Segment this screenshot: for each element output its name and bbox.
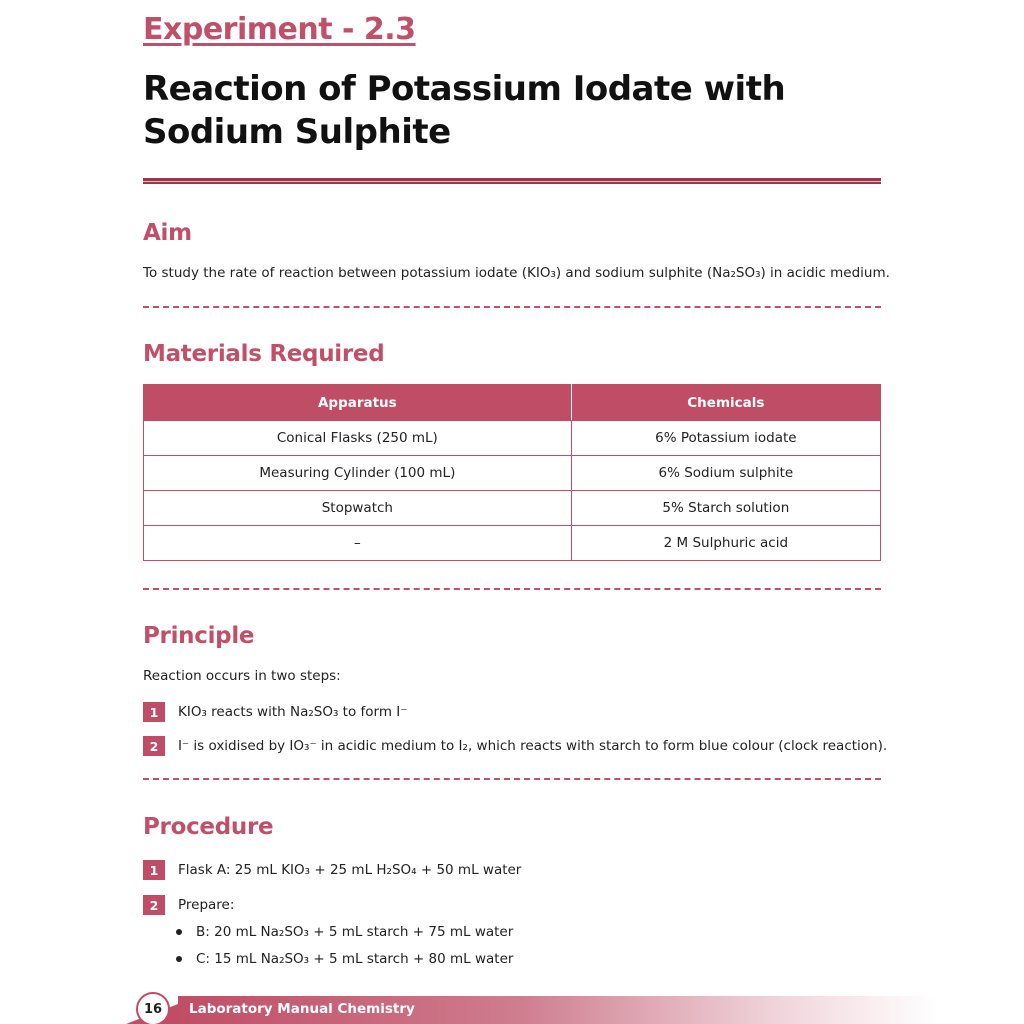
step-number-badge: 2 <box>143 895 165 915</box>
title-divider <box>143 178 881 184</box>
bullet-icon <box>176 956 182 962</box>
page-title-line-1: Reaction of Potassium Iodate with <box>143 69 786 109</box>
aim-text: To study the rate of reaction between potassium iodate (KIO₃) and sodium sulphite (Na₂SO₃) in acidic medium. <box>143 265 890 281</box>
principle-heading: Principle <box>143 623 255 649</box>
step-number-badge: 1 <box>143 702 165 722</box>
table-cell: Stopwatch <box>144 491 572 526</box>
procedure-step <box>143 860 521 880</box>
table-header-row <box>144 385 881 421</box>
procedure-heading: Procedure <box>143 814 274 840</box>
step-text: Flask A: 25 mL KIO₃ + 25 mL H₂SO₄ + 50 mL water <box>178 862 522 878</box>
table-cell: Measuring Cylinder (100 mL) <box>144 456 572 491</box>
step-text: Prepare: <box>178 897 235 913</box>
bullet-icon <box>176 929 182 935</box>
principle-step <box>143 702 407 722</box>
step-number-badge: 1 <box>143 860 165 880</box>
table-cell: 2 M Sulphuric acid <box>571 526 880 561</box>
table-row <box>144 526 881 561</box>
experiment-label: Experiment - 2.3 <box>143 12 416 47</box>
table-row <box>144 456 881 491</box>
column-header-chemicals: Chemicals <box>571 385 880 421</box>
section-divider-aim <box>143 306 881 308</box>
table-row <box>144 421 881 456</box>
aim-heading: Aim <box>143 220 192 246</box>
table-cell: 6% Potassium iodate <box>571 421 880 456</box>
list-item <box>176 924 513 940</box>
table-cell: – <box>144 526 572 561</box>
step-number-badge: 2 <box>143 736 165 756</box>
procedure-step <box>143 895 234 915</box>
footer-book-title: Laboratory Manual Chemistry <box>189 1001 415 1017</box>
principle-intro: Reaction occurs in two steps: <box>143 668 341 684</box>
table-cell: 6% Sodium sulphite <box>571 456 880 491</box>
materials-table <box>143 384 881 561</box>
principle-step <box>143 736 887 756</box>
step-text: I⁻ is oxidised by IO₃⁻ in acidic medium to I₂, which reacts with starch to form blue colour (clock reaction). <box>178 738 888 754</box>
table-row <box>144 491 881 526</box>
list-item-text: C: 15 mL Na₂SO₃ + 5 mL starch + 80 mL water <box>196 951 514 967</box>
page-title-line-2: Sodium Sulphite <box>143 112 451 152</box>
list-item <box>176 951 513 967</box>
table-cell: 5% Starch solution <box>571 491 880 526</box>
section-divider-materials <box>143 588 881 590</box>
page-number: 16 <box>136 992 170 1024</box>
table-cell: Conical Flasks (250 mL) <box>144 421 572 456</box>
page-title <box>143 68 903 154</box>
list-item-text: B: 20 mL Na₂SO₃ + 5 mL starch + 75 mL water <box>196 924 514 940</box>
step-text: KIO₃ reacts with Na₂SO₃ to form I⁻ <box>178 704 408 720</box>
section-divider-principle <box>143 778 881 780</box>
materials-heading: Materials Required <box>143 341 385 367</box>
column-header-apparatus: Apparatus <box>144 385 572 421</box>
